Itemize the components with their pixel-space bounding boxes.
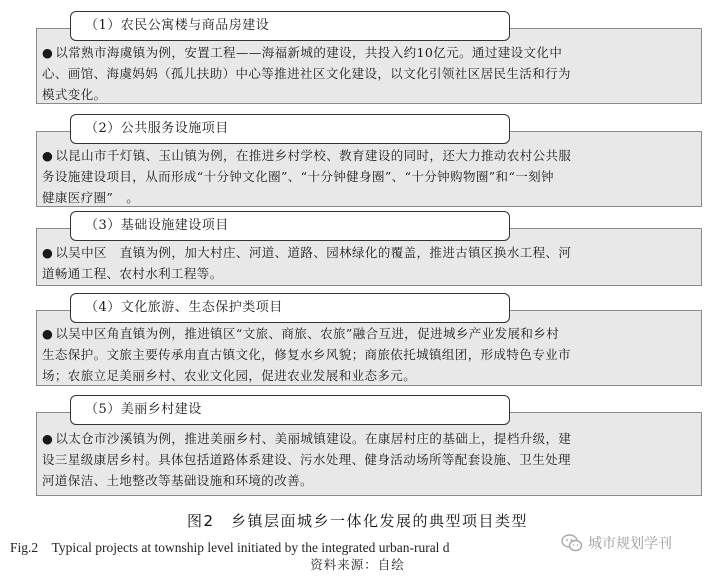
figure-caption-en: Fig.2 Typical projects at township level initiated by the integrated urban-rural d xyxy=(10,540,450,555)
figure-caption-cn: 图2 乡镇层面城乡一体化发展的典型项目类型 xyxy=(186,512,529,530)
bullet-icon: ● xyxy=(42,326,54,341)
wechat-icon xyxy=(560,531,584,555)
figure-source: 资料来源：自绘 xyxy=(310,557,405,572)
project-title: （5）美丽乡村建设 xyxy=(70,395,510,425)
bullet-icon: ● xyxy=(42,45,54,60)
watermark-text: 城市规划学刊 xyxy=(588,536,672,552)
project-title: （1）农民公寓楼与商品房建设 xyxy=(70,11,510,41)
project-detail-text: ● 以太仓市沙溪镇为例，推进美丽乡村、美丽城镇建设。在康居村庄的基础上，提档升级，建 设三星级康居乡村。具体包括道路体系建设、污水处理、健身活动场所等配套设施、卫生处理 河道保洁、土地整改等基础设施和环境的改善。 xyxy=(42,431,572,488)
project-detail-text: ● 以常熟市海虞镇为例，安置工程——海福新城的建设，共投入约10亿元。通过建设文化中 心、画馆、海虞妈妈（孤儿扶助）中心等推进社区文化建设，以文化引领社区居民生活和行为 模式变化。 xyxy=(42,45,571,102)
project-title: （3）基础设施建设项目 xyxy=(70,211,510,241)
bullet-icon: ● xyxy=(42,245,54,260)
project-detail-text: ● 以昆山市千灯镇、玉山镇为例，在推进乡村学校、教育建设的同时，还大力推动农村公共服 务设施建设项目，从而形成“十分钟文化圈”、“十分钟健身圈”、“十分钟购物圈”和“一刻钟 健康医疗圈” 。 xyxy=(42,148,572,205)
watermark xyxy=(560,530,672,556)
project-title: （2）公共服务设施项目 xyxy=(70,114,510,144)
bullet-icon: ● xyxy=(42,148,54,163)
project-title: （4）文化旅游、生态保护类项目 xyxy=(70,293,510,323)
project-detail-text: ● 以吴中区 直镇为例，加大村庄、河道、道路、园林绿化的覆盖，推进古镇区换水工程、河 道畅通工程、农村水利工程等。 xyxy=(42,245,572,281)
bullet-icon: ● xyxy=(42,431,54,446)
project-detail-text: ● 以吴中区角直镇为例，推进镇区“文旅、商旅、农旅”融合互进，促进城乡产业发展和乡村 生态保护。文旅主要传承甪直古镇文化，修复水乡风貌；商旅依托城镇组团，形成特色专业市 场；农旅立足美丽乡村、农业文化园，促进农业发展和业态多元。 xyxy=(42,326,571,383)
